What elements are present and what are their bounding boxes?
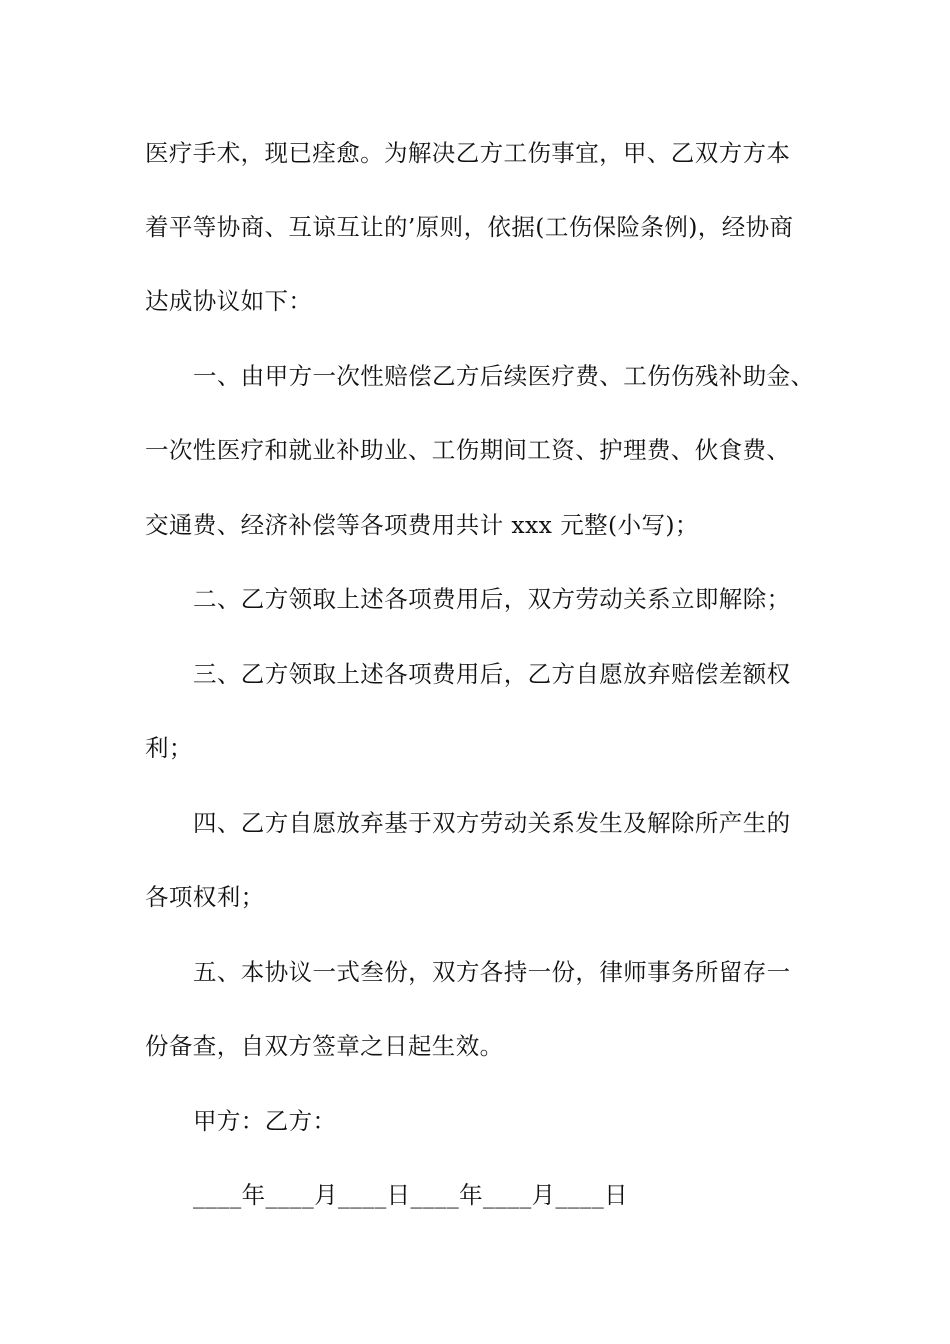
paragraph-line-2: 着平等协商、互谅互让的’原则，依据(工伤保险条例)，经协商: [145, 213, 794, 241]
clause-4-line-1: 四、乙方自愿放弃基于双方劳动关系发生及解除所产生的: [193, 809, 791, 837]
paragraph-line-1: 医疗手术，现已痊愈。为解决乙方工伤事宜，甲、乙双方方本: [145, 139, 791, 167]
clause-2-line-1: 二、乙方领取上述各项费用后，双方劳动关系立即解除；: [193, 585, 791, 613]
clause-1-line-1: 一、由甲方一次性赔偿乙方后续医疗费、工伤伤残补助金、: [193, 362, 815, 390]
clause-5-line-1: 五、本协议一式叁份，双方各持一份，律师事务所留存一: [193, 958, 791, 986]
clause-4-line-2: 各项权利；: [145, 883, 265, 911]
clause-5-line-2: 份备查，自双方签章之日起生效。: [145, 1032, 504, 1060]
clause-1-line-3: 交通费、经济补偿等各项费用共计 xxx 元整(小写)；: [145, 511, 699, 539]
signature-dates: ____年____月____日____年____月____日: [193, 1181, 628, 1209]
clause-1-line-2: 一次性医疗和就业补助业、工伤期间工资、护理费、伙食费、: [145, 436, 791, 464]
clause-3-line-1: 三、乙方领取上述各项费用后，乙方自愿放弃赔偿差额权: [193, 660, 791, 688]
clause-3-line-2: 利；: [145, 734, 193, 762]
paragraph-line-3: 达成协议如下：: [145, 287, 313, 315]
signature-parties: 甲方：乙方：: [193, 1107, 337, 1135]
